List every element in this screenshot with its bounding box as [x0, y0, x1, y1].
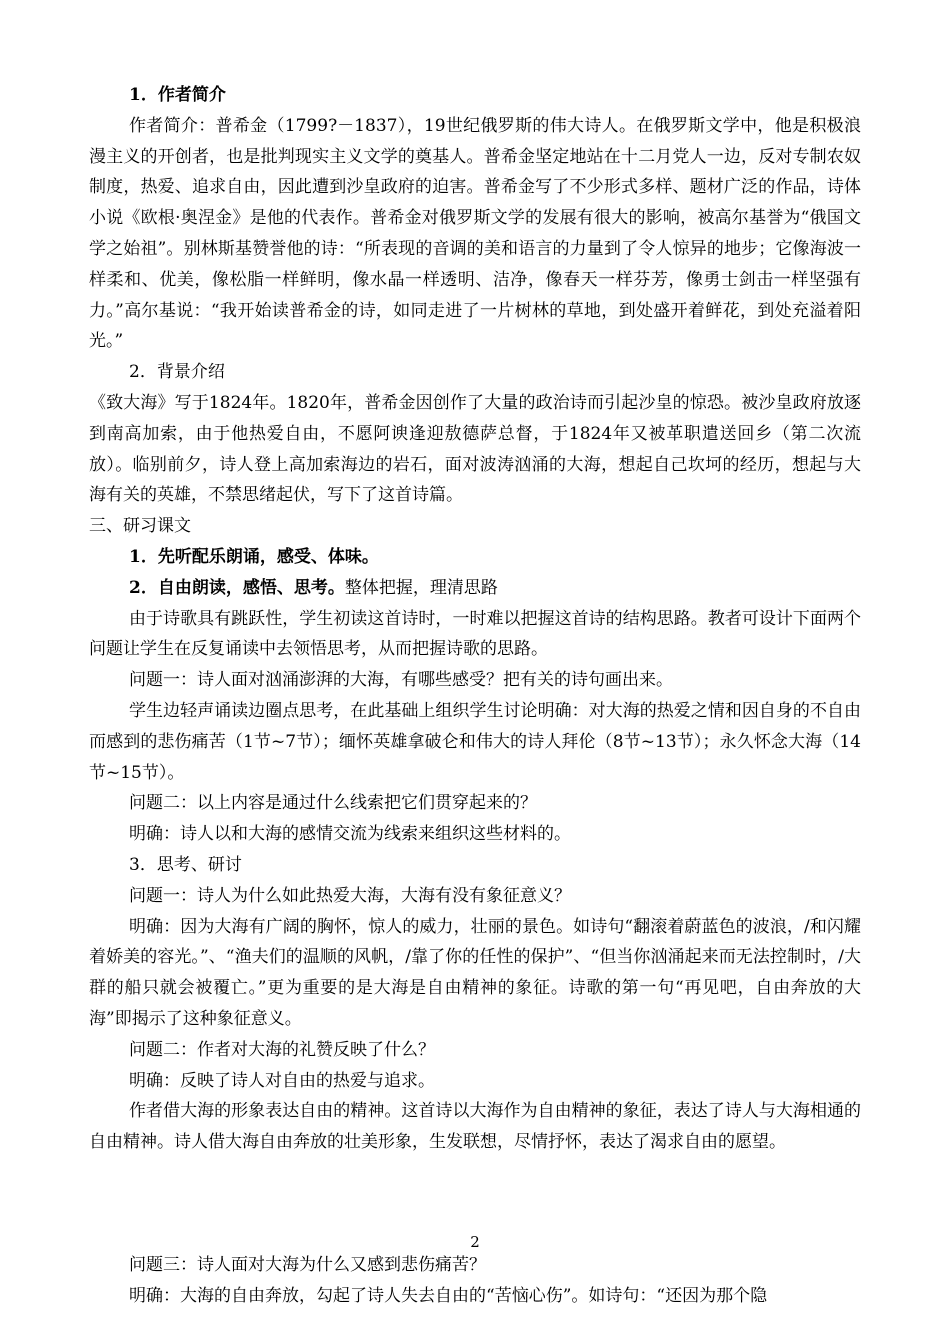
paragraph-author-bio: 作者简介：普希金（1799?－1837），19世纪俄罗斯的伟大诗人。在俄罗斯文学中，他是积极浪漫主义的开创者，也是批判现实主义文学的奠基人。普希金坚定地站在十二月党人一边，反对专制农奴制度，热爱、追求自由，因此遭到沙皇政府的迫害。普希金写了不少形式多样、题材广泛的作品，诗体小说《欧根·奥涅金》是他的代表作。普希金对俄罗斯文学的发展有很大的影响，被高尔基誉为“俄国文学之始祖”。别林斯基赞誉他的诗：“所表现的音调的美和语言的力量到了令人惊异的地步；它像海波一样柔和、优美，像松脂一样鲜明，像水晶一样透明、洁净，像春天一样芬芳，像勇士剑击一样坚强有力。”高尔基说：“我开始读普希金的诗，如同走进了一片树林的草地，到处盛开着鲜花，到处充溢着阳光。” [89, 115, 861, 352]
heading-background: 2．背景介绍 [129, 362, 225, 383]
heading-author-intro: 1．作者简介 [129, 85, 226, 105]
step-free-reading-text: 整体把握，理清思路 [344, 577, 498, 598]
answer-praise-sea: 明确：反映了诗人对自由的热爱与追求。 [129, 1070, 435, 1091]
question-three-sorrow: 问题三：诗人面对大海为什么又感到悲伤痛苦？ [129, 1254, 486, 1275]
page-content [89, 80, 861, 1311]
step-free-reading-bold: 2．自由朗读，感悟、思考。 [129, 577, 345, 598]
answer-one-discussion: 学生边轻声诵读边圈点思考，在此基础上组织学生讨论明确：对大海的热爱之情和因自身的不自由而感到的悲伤痛苦（1节~7节）；缅怀英雄拿破仑和伟大的诗人拜伦（8节~13节）；永久怀念大海（14节~15节）。 [89, 700, 861, 783]
paragraph-poem-structure: 由于诗歌具有跳跃性，学生初读这首诗时，一时难以把握这首诗的结构思路。教者可设计下面两个问题让学生在反复诵读中去领悟思考，从而把握诗歌的思路。 [89, 608, 861, 660]
question-praise-sea: 问题二：作者对大海的礼赞反映了什么？ [129, 1039, 435, 1060]
answer-three-sorrow: 明确：大海的自由奔放，勾起了诗人失去自由的“苦恼心伤”。如诗句：“还因为那个隐 [129, 1285, 768, 1306]
page-number: 2 [470, 1233, 480, 1251]
answer-two-thread: 明确：诗人以和大海的感情交流为线索来组织这些材料的。 [129, 824, 571, 845]
paragraph-freedom-symbol: 作者借大海的形象表达自由的精神。这首诗以大海作为自由精神的象征，表达了诗人与大海相通的自由精神。诗人借大海自由奔放的壮美形象，生发联想，尽情抒怀，表达了渴求自由的愿望。 [89, 1101, 861, 1153]
question-love-sea: 问题一：诗人为什么如此热爱大海，大海有没有象征意义？ [129, 885, 571, 906]
question-one-feelings: 问题一：诗人面对汹涌澎湃的大海，有哪些感受？把有关的诗句画出来。 [129, 670, 673, 691]
question-two-thread: 问题二：以上内容是通过什么线索把它们贯穿起来的？ [129, 793, 537, 814]
section-heading-study-text: 三、研习课文 [89, 516, 191, 537]
paragraph-background: 《致大海》写于1824年。1820年，普希金因创作了大量的政治诗而引起沙皇的惊恐。被沙皇政府放逐到南高加索，由于他热爱自由，不愿阿谀逢迎敖德萨总督，于1824年又被革职遣送回乡（第二次流放）。临别前夕，诗人登上高加索海边的岩石，面对波涛汹涌的大海，想起自己坎坷的经历，想起与大海有关的英雄，不禁思绪起伏，写下了这首诗篇。 [89, 392, 861, 506]
step-listen-recitation: 1．先听配乐朗诵，感受、体味。 [129, 546, 379, 567]
step-free-reading [89, 573, 861, 604]
answer-love-sea: 明确：因为大海有广阔的胸怀，惊人的威力，壮丽的景色。如诗句“翻滚着蔚蓝色的波浪，/和闪耀着娇美的容光。”、“渔夫们的温顺的风帆，/靠了你的任性的保护”、“但当你汹涌起来而无法控制时，/大群的船只就会被覆亡。”更为重要的是大海是自由精神的象征。诗歌的第一句“再见吧，自由奔放的大海”即揭示了这种象征意义。 [89, 916, 861, 1029]
heading-think-discuss: 3．思考、研讨 [129, 854, 242, 875]
